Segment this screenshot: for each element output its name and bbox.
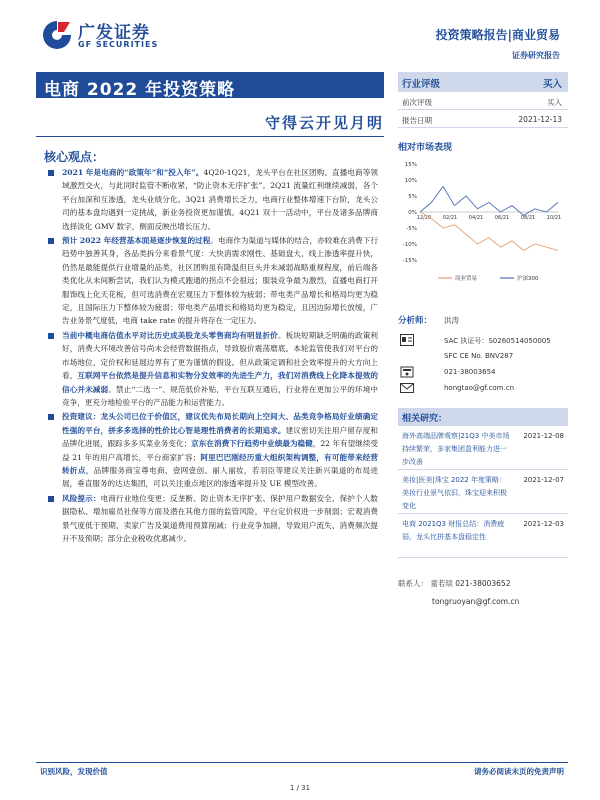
footer-slogan: 识别风险，发现价值 <box>40 767 108 776</box>
square-bullet-icon <box>48 238 54 244</box>
gf-logo <box>40 18 168 54</box>
y-tick-label: 0% <box>408 210 417 216</box>
x-tick-label: 08/21 <box>520 215 536 221</box>
chart-svg <box>398 156 568 296</box>
logo-en-text: GF SECURITIES <box>78 40 159 49</box>
square-bullet-icon <box>48 333 54 339</box>
rating-label: 行业评级 <box>402 79 441 90</box>
report-type-block <box>436 26 560 61</box>
related-item[interactable]: 海外高端品牌观察|21Q3 中美市场持续繁荣，多家集团盈利能力进一步改善 2021-12-08 <box>398 426 568 470</box>
rating-value: 买入 <box>542 79 562 90</box>
sidebar <box>398 72 568 434</box>
y-tick-label: 5% <box>408 194 417 200</box>
report-type: 投资策略报告|商业贸易 <box>435 28 560 42</box>
square-bullet-icon <box>48 414 54 420</box>
report-sub: 证券研究报告 <box>512 51 560 60</box>
prev-rating-row: 前次评级 买入 <box>398 92 568 110</box>
related-research <box>398 408 568 558</box>
x-tick-label: 04/21 <box>468 215 484 221</box>
gf-logo-icon <box>40 18 74 52</box>
y-tick-label: 15% <box>404 162 417 168</box>
legend-label: 沪深300 <box>517 276 539 282</box>
square-bullet-icon <box>48 170 54 176</box>
related-item[interactable]: 电商 2021Q3 财报总结：消费疲弱，龙头比拼基本盘稳定性 2021-12-03 <box>398 514 568 558</box>
paragraph-valuation: 当前中概电商估值水平对比历史成美股龙头零售商均有明显折价。板块短期缺乏明确的政策利好，消费大环境改善信号尚未会经营数据指点，导致股价震荡磨底。本轮监管使我们对平台的市场地位、定价权和延展边界有了更为谨慎的假设。但从政策定调和社会效率提升的大方向上看，互联网平台依然是提升信息和实物分发效率的先进生产力，我们对消费线上化降本提效的信心并未减弱。禁止“二选一”、规范低价补贴，平台互联互通后，行业将在更加公平的环境中竞争，更充分地检验平台的产品能力和运营能力。 <box>44 329 378 409</box>
x-tick-label: 06/21 <box>494 215 510 221</box>
y-tick-label: -15% <box>402 258 417 264</box>
series-line-1 <box>420 212 558 250</box>
analyst-label: 分析师： <box>398 316 433 326</box>
title-band <box>36 72 384 98</box>
paragraph-2022-outlook: 预计 2022 年经营基本面是逐步恢复的过程。电商作为渠道与媒体的结合，亦较难在消费下行趋势中独善其身，各品类拆分来看景气度：大快消需求刚性、基础盘大、线上渗透率提升快，仍然是最能提供行业增量的品类，社区团购虽有降温但巨头并未减弱战略重视程度，前后端各类优化从未间断尝试，我们认为模式跑通的拐点不会很远；服装竞争最为激烈，直播电商打开服饰线上化天花板，但可选消费在宏观压力下整体较为疲弱；带电类产品增长和格局均更为稳定，且国际压力下整体较为疲弱；带电类产品增长和格局均更为稳定，且因边际增长放缓，广告业务景气度低，电商 take rate 的提升将存在一定压力。 <box>44 234 378 328</box>
contact-block <box>398 578 568 606</box>
analyst-name: 洪涛 <box>444 316 459 325</box>
paragraph-risk: 风险提示：电商行业地位变更；反垄断、防止资本无序扩张、保护用户数据安全、保护个人数据隐私、增加雇员社保等方面及潜在其他方面的监管风险，平台定价权进一步削弱；宏观消费景气度低于预期，卖家广告及渠道费用预算削减；行业竞争加剧，导致用户流失、消费频次提升不及预期；部分企业税收优惠减少。 <box>44 492 378 546</box>
rating-header <box>398 72 568 92</box>
y-tick-label: 10% <box>404 178 417 184</box>
contact-email: tongruoyan@gf.com.cn <box>432 597 520 606</box>
title-divider <box>36 136 384 137</box>
related-item[interactable]: 美妆|医美|珠宝 2022 年度策略：美妆行业景气依旧，珠宝迎来积极变化 2021-12-07 <box>398 470 568 514</box>
report-date-row: 报告日期 2021-12-13 <box>398 110 568 128</box>
page-number: 1 / 31 <box>289 784 311 792</box>
related-header: 相关研究： <box>398 408 568 426</box>
core-views-body <box>44 166 378 546</box>
footer-divider <box>36 762 568 763</box>
y-tick-label: -10% <box>402 242 417 248</box>
paragraph-investment-advice: 投资建议：龙头公司已位于价值区，建议优先布局长期向上空间大、品类竞争格局好业绩确定性强的平台，拼多多选择的性价比心智是理性消费者的长期追求。建议密切关注用户留存度和品牌化进展，跟踪多多买菜业务变化；京东在消费下行趋势中业绩最为稳健，22 年有望继续受益 21 年的用户高增长，平台商家扩容；阿里巴巴刚经历重大组织架构调整，有可能带来经营转折点，品牌服务商宝尊电商、壹网壹创、丽人丽妆，若羽臣等建议关注新兴渠道的布局进展，垂直服务的达达集团，可以关注重点地区的渗透率提升及 UE 模型改善。 <box>44 410 378 490</box>
x-tick-label: 10/21 <box>546 215 562 221</box>
core-views-heading: 核心观点： <box>44 150 105 164</box>
square-bullet-icon <box>48 496 54 502</box>
contact-name-phone: 童若琰 021-38003652 <box>430 579 511 588</box>
x-tick-label: 12/20 <box>416 215 432 221</box>
contact-label: 联系人： <box>398 579 428 588</box>
x-tick-label: 02/21 <box>442 215 458 221</box>
mail-icon <box>400 382 414 394</box>
phone-icon <box>400 366 414 378</box>
relative-performance-chart <box>398 156 568 296</box>
y-tick-label: -5% <box>406 226 417 232</box>
logo-cn-text: 广发证券 <box>78 23 150 43</box>
footer-disclaimer: 请务必阅读末页的免责声明 <box>474 767 564 776</box>
market-performance-title: 相对市场表现 <box>398 143 453 153</box>
series-line-2 <box>420 186 558 215</box>
paragraph-policy-year: 2021 年是电商的“政策年”和“投入年”。4Q20-1Q21，龙头平台在社区团购、直播电商等领域激烈交火，与此同时监管不断收紧，“防止资本无序扩张”。2Q21 流量红利继续减弱，各个平台加深和互渗透，龙头业绩分化。3Q21 消费增长乏力，电商行业整体增速下台阶，龙头公司的基本盘均遇到一定挑战，新业务投资更加谨慎。4Q21 双十一活动中，平台及诸多品牌商选择淡化 GMV 数字，侧面反映出增长压力。 <box>44 166 378 233</box>
id-card-icon <box>400 334 414 346</box>
page-subtitle: 守得云开见月明 <box>264 114 384 132</box>
legend-label: 商业贸易 <box>455 276 478 282</box>
page-title: 电商 2022 年投资策略 <box>44 80 236 100</box>
analyst-block: 分析师： 洪涛 SAC 执证号：S0260514050005 SFC CE No. BNV287 021-38003654 hongtao@gf.com.cn <box>398 316 551 392</box>
